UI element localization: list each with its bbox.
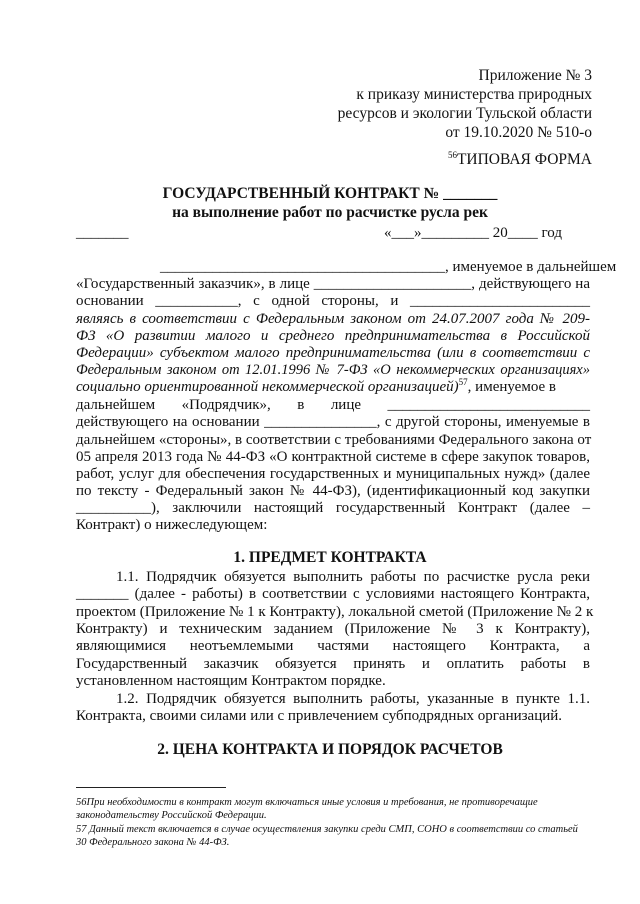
clause-1-1-line: проектом (Приложение № 1 к Контракту), локальной сметой (Приложение № 2 к bbox=[76, 604, 594, 620]
typical-form-label bbox=[380, 150, 592, 169]
preamble-line: «Государственный заказчик», в лице _____________________, действующего на bbox=[76, 276, 590, 292]
footnote-separator bbox=[76, 787, 226, 788]
title-line-2: на выполнение работ по расчистке русла рек bbox=[172, 204, 488, 221]
clause-1-1-line: установленном настоящим Контрактом порядке. bbox=[76, 673, 386, 689]
clause-1-1-line: Государственный заказчик обязуется принять и оплатить работы в bbox=[76, 656, 590, 672]
place-blank: _______ bbox=[76, 225, 129, 241]
contract-date: «___»_________ 20____ год bbox=[384, 225, 562, 241]
clause-1-1-line: _______ (далее - работы) в соответствии с условиями настоящего Контракта, bbox=[76, 586, 590, 602]
appendix-line: Приложение № 3 bbox=[478, 67, 592, 84]
section-1-heading: 1. ПРЕДМЕТ КОНТРАКТА bbox=[233, 549, 427, 566]
footnote-line: 57 Данный текст включается в случае осуществления закупки среди СМП, СОНО в соответствии со статьей bbox=[76, 824, 578, 835]
preamble-line: являясь в соответствии с Федеральным законом от 24.07.2007 года № 209- bbox=[76, 311, 590, 327]
clause-1-1-line: Контракту) и техническим заданием (Приложение № 3 к Контракту), bbox=[76, 621, 590, 637]
preamble-line-mixed bbox=[76, 378, 590, 396]
appendix-line: ресурсов и экологии Тульской области bbox=[337, 105, 592, 122]
preamble-line: ФЗ «О развитии малого и среднего предпринимательства в Российской bbox=[76, 328, 590, 344]
preamble-line: дальнейшем «стороны», в соответствии с требованиями Федерального закона от bbox=[76, 432, 592, 448]
preamble-line: по тексту - Федеральный закон № 44-ФЗ), (идентификационный код закупки bbox=[76, 483, 590, 499]
typical-form-text: ТИПОВАЯ ФОРМА bbox=[456, 151, 592, 168]
footnote-line: 30 Федерального закона № 44-ФЗ. bbox=[76, 837, 230, 848]
preamble-tail: , именуемое в bbox=[467, 379, 557, 395]
footnote-ref-56: 56 bbox=[447, 149, 457, 160]
preamble-line: 05 апреля 2013 года № 44-ФЗ «О контрактной системе в сфере закупок товаров, bbox=[76, 449, 590, 465]
preamble-line: ______________________________________, именуемое в дальнейшем bbox=[160, 259, 617, 275]
clause-1-2-line: 1.2. Подрядчик обязуется выполнить работы, указанные в пункте 1.1. bbox=[116, 691, 590, 707]
preamble-italic-part: социально ориентированной некоммерческой организацией) bbox=[76, 379, 459, 395]
title-line-1: ГОСУДАРСТВЕННЫЙ КОНТРАКТ № _______ bbox=[162, 185, 498, 202]
preamble-line: работ, услуг для обеспечения государственных и муниципальных нужд» (далее bbox=[76, 466, 590, 482]
preamble-line: действующего на основании _______________, с другой стороны, именуемые в bbox=[76, 414, 590, 430]
footnote-line: законодательству Российской Федерации. bbox=[76, 810, 267, 821]
preamble-line: дальнейшем «Подрядчик», в лице ___________________________ bbox=[76, 397, 590, 413]
footnote-line: 56При необходимости в контракт могут включаться иные условия и требования, не противоречащие bbox=[76, 797, 538, 808]
preamble-line: Федеральным законом от 12.01.1996 № 7-ФЗ «О некоммерческих организациях» bbox=[76, 362, 590, 378]
appendix-line: от 19.10.2020 № 510-о bbox=[445, 124, 592, 141]
footnote-ref-57: 57 bbox=[458, 377, 468, 387]
clause-1-1-line: являющимися неотъемлемыми частями настоящего Контракта, а bbox=[76, 638, 590, 654]
preamble-line: __________), заключили настоящий государственный Контракт (далее – bbox=[76, 500, 590, 516]
clause-1-1-line: 1.1. Подрядчик обязуется выполнить работы по расчистке русла реки bbox=[116, 569, 590, 585]
preamble-line: Федерации» субъектом малого предпринимательства (или в соответствии с bbox=[76, 345, 590, 361]
footnote-57 bbox=[76, 823, 590, 849]
footnote-56 bbox=[76, 796, 590, 822]
section-2-heading: 2. ЦЕНА КОНТРАКТА И ПОРЯДОК РАСЧЕТОВ bbox=[157, 741, 503, 758]
appendix-line: к приказу министерства природных bbox=[356, 86, 592, 103]
contract-title bbox=[60, 184, 600, 222]
preamble-line: Контракт) о нижеследующем: bbox=[76, 517, 268, 533]
clause-1-2-line: Контракта, своими силами или с привлечением субподрядных организаций. bbox=[76, 708, 563, 724]
appendix-header bbox=[300, 66, 592, 142]
preamble-line: основании ___________, с одной стороны, и ________________________ bbox=[76, 293, 590, 309]
